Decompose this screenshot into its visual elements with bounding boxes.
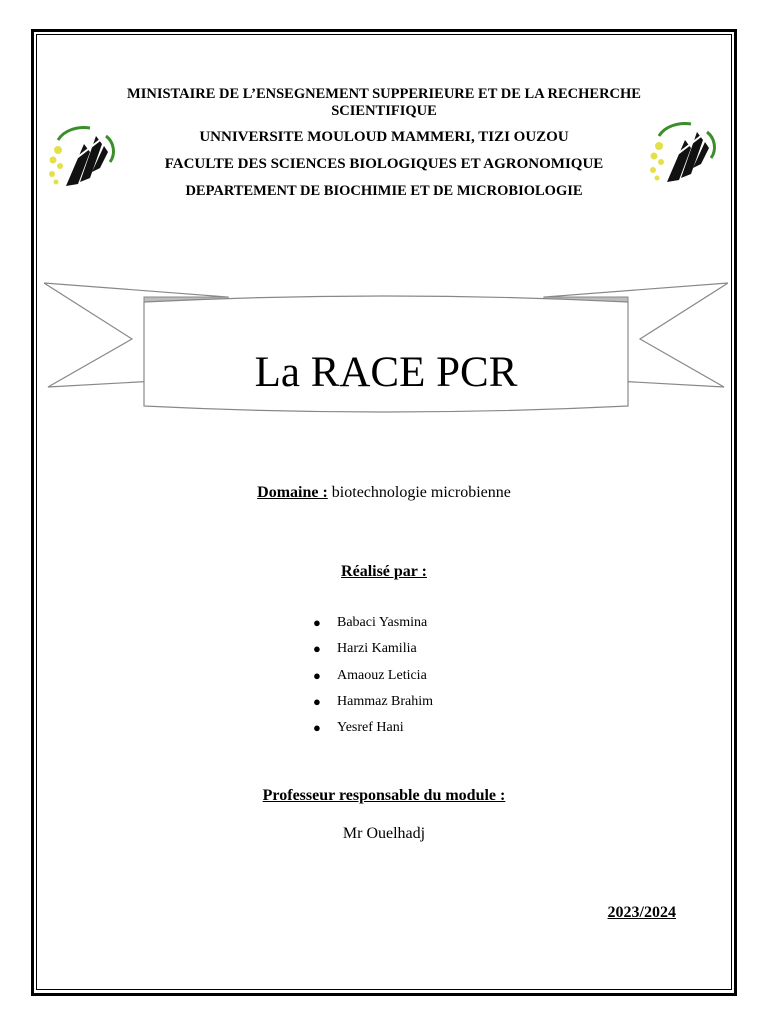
author-list <box>313 614 433 745</box>
list-item: ● Yesref Hani <box>313 720 404 736</box>
list-item: ● Babaci Yasmina <box>313 615 428 630</box>
domain-value: biotechnologie microbienne <box>331 484 511 501</box>
list-item: ● Harzi Kamilia <box>313 641 417 657</box>
university-logo-icon <box>44 122 124 194</box>
document-title: La RACE PCR <box>254 349 518 396</box>
bullet-icon: ● <box>313 641 321 657</box>
professor-heading: Professeur responsable du module : <box>262 787 506 804</box>
bullet-icon: ● <box>313 667 321 683</box>
domain-label: Domaine : <box>257 484 328 501</box>
bullet-icon: ● <box>313 693 321 709</box>
ministry-heading: MINISTAIRE DE L’ENSEGNEMENT SUPPERIEURE ET DE LA RECHERCHE SCIENTIFIQUE <box>127 86 641 119</box>
bullet-icon: ● <box>313 720 321 736</box>
university-heading: UNNIVERSITE MOULOUD MAMMERI, TIZI OUZOU <box>199 129 569 145</box>
domain-line <box>0 484 768 502</box>
professor-name: Mr Ouelhadj <box>342 825 426 842</box>
department-heading: DEPARTEMENT DE BIOCHIMIE ET DE MICROBIOLOGIE <box>185 183 583 199</box>
academic-year: 2023/2024 <box>607 904 676 921</box>
faculty-heading: FACULTE DES SCIENCES BIOLOGIQUES ET AGRONOMIQUE <box>164 156 604 172</box>
list-item: ● Hammaz Brahim <box>313 693 434 709</box>
realise-heading: Réalisé par : <box>341 563 427 580</box>
university-logo-icon <box>645 118 725 190</box>
page-border-inner <box>36 34 732 990</box>
bullet-icon: ● <box>313 615 321 630</box>
list-item: ● Amaouz Leticia <box>313 667 427 683</box>
